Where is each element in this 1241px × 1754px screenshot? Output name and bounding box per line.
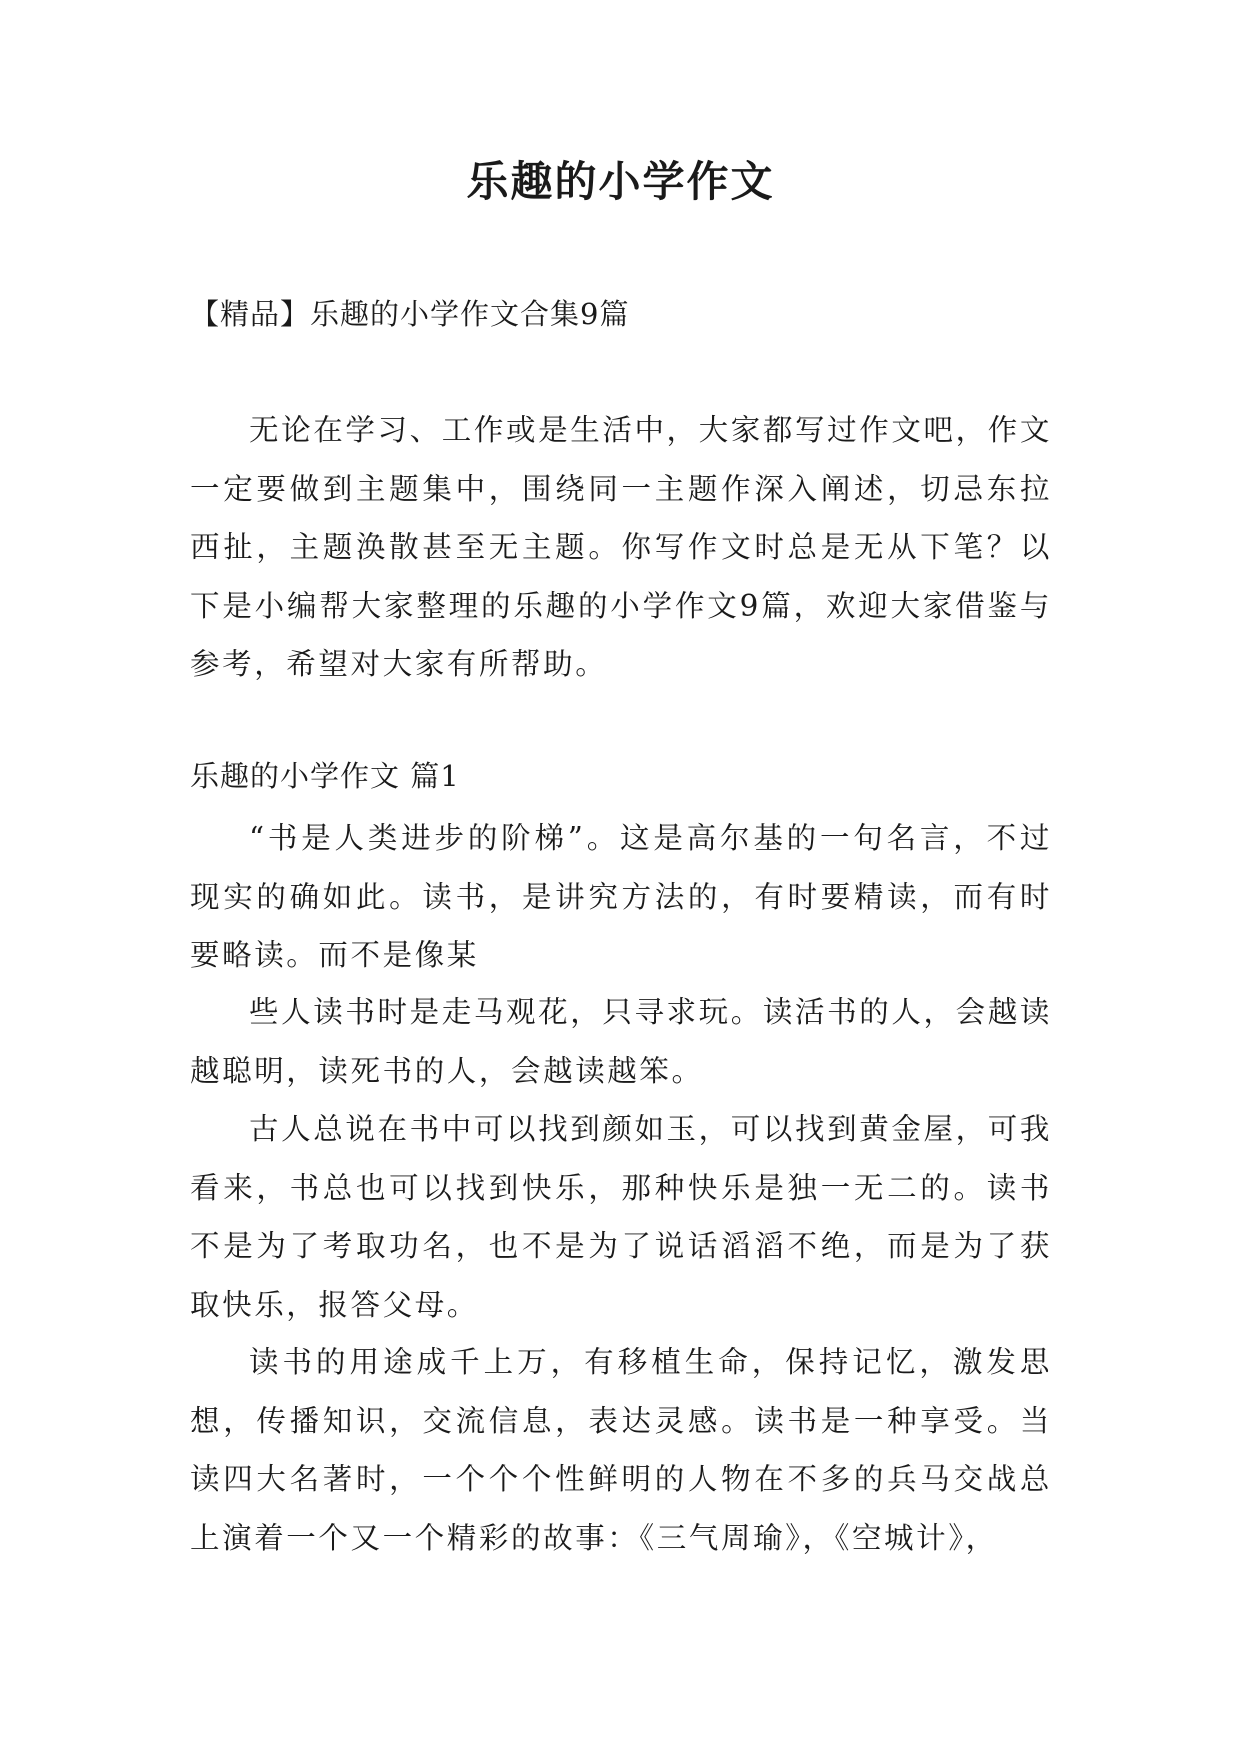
section-title: 乐趣的小学作文 篇1	[190, 759, 460, 793]
document-title: 乐趣的小学作文	[466, 157, 775, 206]
intro-paragraph: 无论在学习、工作或是生活中，大家都写过作文吧，作文一定要做到主题集中，围绕同一主题作深入阐述，切忌东拉西扯，主题涣散甚至无主题。你写作文时总是无从下笔？以下是小编帮大家整理的乐趣的小学作文9篇，欢迎大家借鉴与参考，希望对大家有所帮助。	[190, 413, 1052, 681]
body-paragraph-2: 些人读书时是走马观花，只寻求玩。读活书的人，会越读越聪明，读死书的人，会越读越笨。	[190, 995, 1052, 1088]
body-paragraph-1: “书是人类进步的阶梯”。这是高尔基的一句名言，不过现实的确如此。读书，是讲究方法的，有时要精读，而有时要略读。而不是像某	[190, 821, 1052, 972]
document-subtitle: 【精品】乐趣的小学作文合集9篇	[190, 297, 630, 331]
body-paragraph-4: 读书的用途成千上万，有移植生命，保持记忆，激发思想，传播知识，交流信息，表达灵感。读书是一种享受。当读四大名著时，一个个个性鲜明的人物在不多的兵马交战总上演着一个又一个精彩的故事：《三气周瑜》，《空城计》，	[190, 1345, 1052, 1555]
body-paragraph-3: 古人总说在书中可以找到颜如玉，可以找到黄金屋，可我看来，书总也可以找到快乐，那种快乐是独一无二的。读书不是为了考取功名，也不是为了说话滔滔不绝，而是为了获取快乐，报答父母。	[190, 1112, 1052, 1322]
